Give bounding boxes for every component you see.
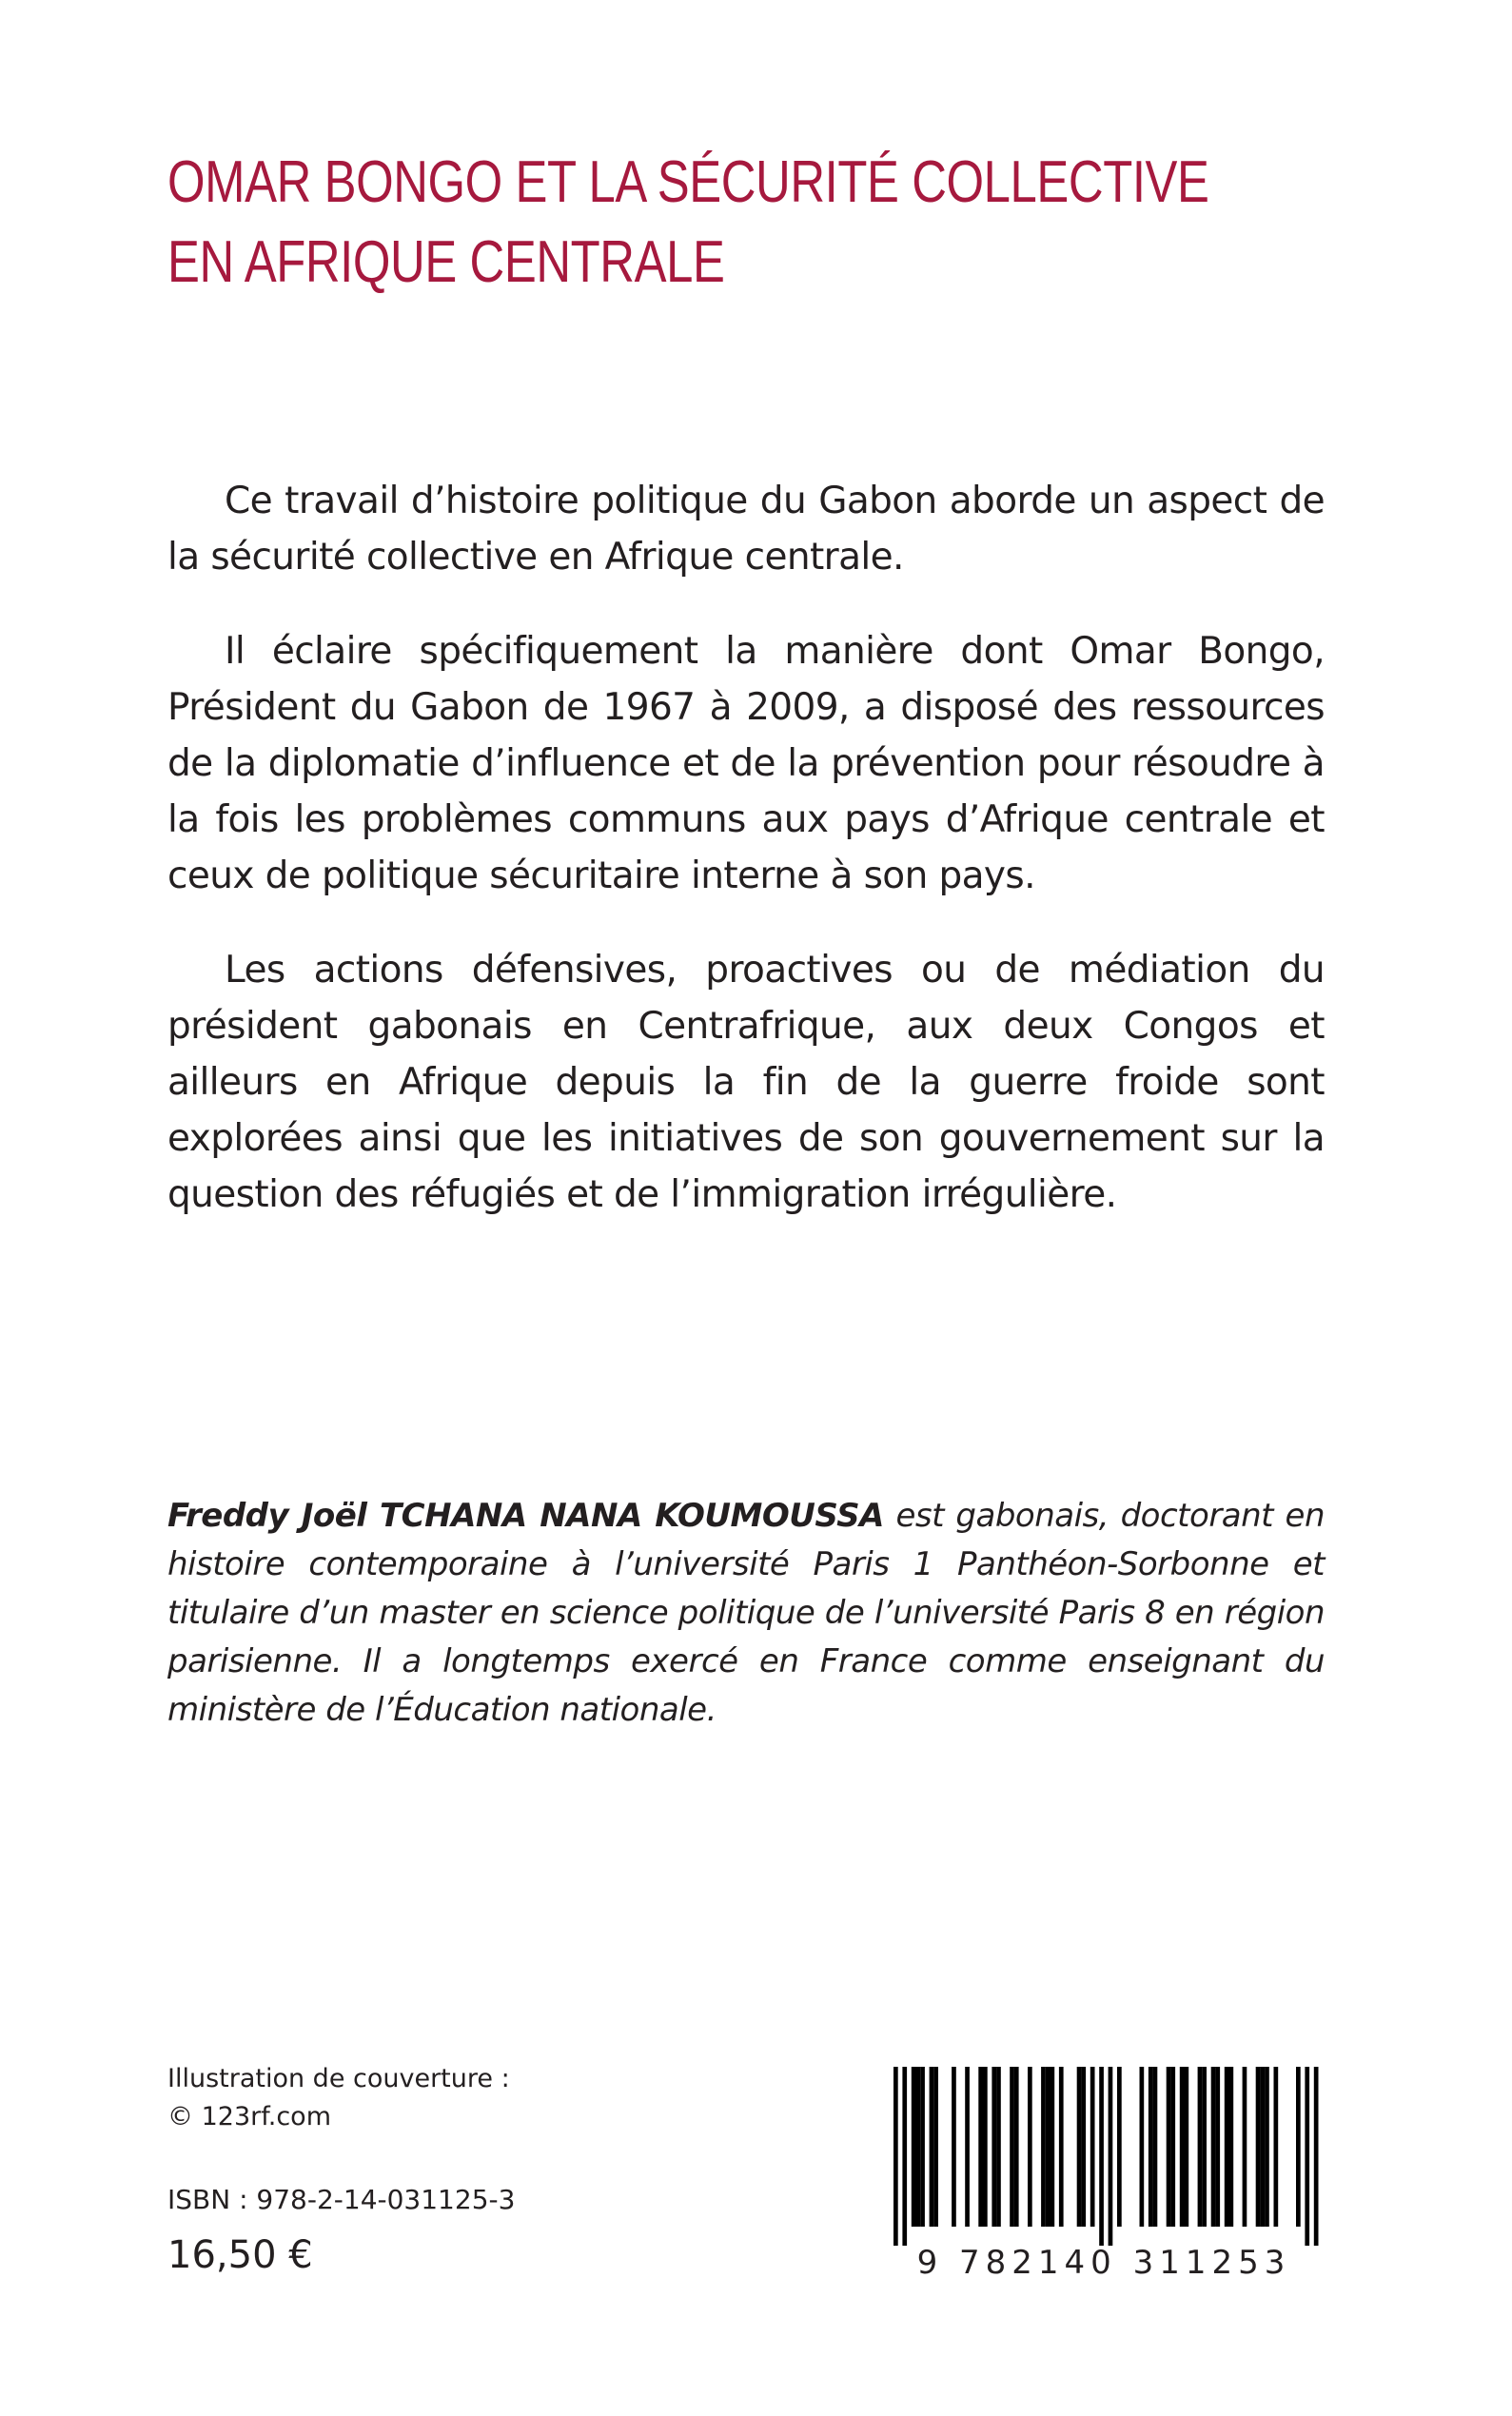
barcode-bar (1028, 2067, 1032, 2227)
barcode-bar (1296, 2067, 1301, 2227)
barcode-bar (1059, 2067, 1064, 2227)
barcode-bar (1256, 2067, 1261, 2227)
cover-credit-source: © 123rf.com (167, 2102, 332, 2131)
isbn: ISBN : 978-2-14-031125-3 (167, 2184, 516, 2215)
barcode-bar (1314, 2067, 1319, 2246)
cover-credit (167, 2060, 510, 2136)
barcode-bar (983, 2067, 988, 2227)
barcode-bar (996, 2067, 1001, 2227)
barcode-bar (952, 2067, 956, 2227)
barcode-bar (1090, 2067, 1095, 2227)
barcode-bars (880, 2067, 1327, 2248)
barcode-bar (1167, 2067, 1171, 2227)
barcode-bar (1180, 2067, 1185, 2227)
barcode-bar (1081, 2067, 1086, 2227)
barcode-bar (1153, 2067, 1158, 2227)
barcode-bar (1185, 2067, 1189, 2227)
barcode-bar (933, 2067, 938, 2227)
barcode-bar (1117, 2067, 1122, 2227)
blurb-paragraph-1: Ce travail d’histoire politique du Gabon aborde un aspect de la sécurité collective en Afrique centrale. (167, 480, 1325, 579)
barcode-bar (1229, 2067, 1234, 2227)
barcode-bar (1010, 2067, 1014, 2227)
barcode-bar (1305, 2067, 1309, 2246)
barcode (880, 2067, 1327, 2286)
barcode-bar (1265, 2067, 1269, 2227)
barcode-bar (930, 2067, 934, 2227)
barcode-bar (920, 2067, 925, 2227)
barcode-bar (1109, 2067, 1113, 2246)
barcode-bar (1243, 2067, 1247, 2227)
barcode-digits: 9 782140 311253 (916, 2244, 1291, 2282)
barcode-bar (1099, 2067, 1104, 2246)
barcode-bar (978, 2067, 983, 2227)
barcode-bar (1202, 2067, 1207, 2227)
blurb-paragraph-3: Les actions défensives, proactives ou de médiation du président gabonais en Centrafrique, aux deux Congos et ailleurs en Afrique depuis la fin de la guerre froide sont explorées ainsi que les initiatives de son gouvernement sur la question des réfugiés et de l’immigration irrégulière. (167, 949, 1325, 1216)
blurb-paragraph-2: Il éclaire spécifiquement la manière dont Omar Bongo, Président du Gabon de 1967 à 2009, a disposé des ressources de la diplomatie d’influence et de la prévention pour résoudre à la fois les problèmes communs aux pays d’Afrique centrale et ceux de politique sécuritaire interne à son pays. (167, 630, 1325, 897)
barcode-bar (902, 2067, 907, 2246)
barcode-bar (1274, 2067, 1279, 2227)
author-bio-text: est gabonais, doctorant en histoire contemporaine à l’université Paris 1 Panthéon-Sorbonne et titulaire d’un master en science politique de l’université Paris 8 en région parisienne. Il a longtemps exercé en France comme enseignant du ministère de l’Éducation nationale. (167, 1497, 1325, 1729)
barcode-bar (1014, 2067, 1019, 2227)
barcode-bar (1041, 2067, 1046, 2227)
title-line-1: OMAR BONGO ET LA SÉCURITÉ COLLECTIVE (167, 149, 1209, 215)
barcode-bar (1198, 2067, 1203, 2227)
barcode-bar (965, 2067, 970, 2227)
barcode-bar (912, 2067, 916, 2227)
title-line-2: EN AFRIQUE CENTRALE (167, 229, 725, 295)
barcode-bar (1046, 2067, 1051, 2227)
barcode-bar (1077, 2067, 1082, 2227)
barcode-bar (992, 2067, 996, 2227)
barcode-bar (1149, 2067, 1153, 2227)
barcode-bar (1170, 2067, 1175, 2227)
price: 16,50 € (167, 2233, 313, 2277)
barcode-bar (893, 2067, 898, 2246)
barcode-bar (1140, 2067, 1145, 2227)
author-name: Freddy Joël TCHANA NANA KOUMOUSSA (167, 1497, 884, 1535)
author-bio (167, 1492, 1325, 1735)
barcode-bar (1051, 2067, 1055, 2227)
barcode-bar (1225, 2067, 1229, 2227)
book-blurb (167, 473, 1325, 1261)
barcode-bar (1260, 2067, 1265, 2227)
barcode-bar (916, 2067, 921, 2227)
barcode-bar (1211, 2067, 1216, 2227)
barcode-bar (1215, 2067, 1220, 2227)
book-title (167, 143, 1209, 303)
cover-credit-label: Illustration de couverture : (167, 2064, 510, 2093)
